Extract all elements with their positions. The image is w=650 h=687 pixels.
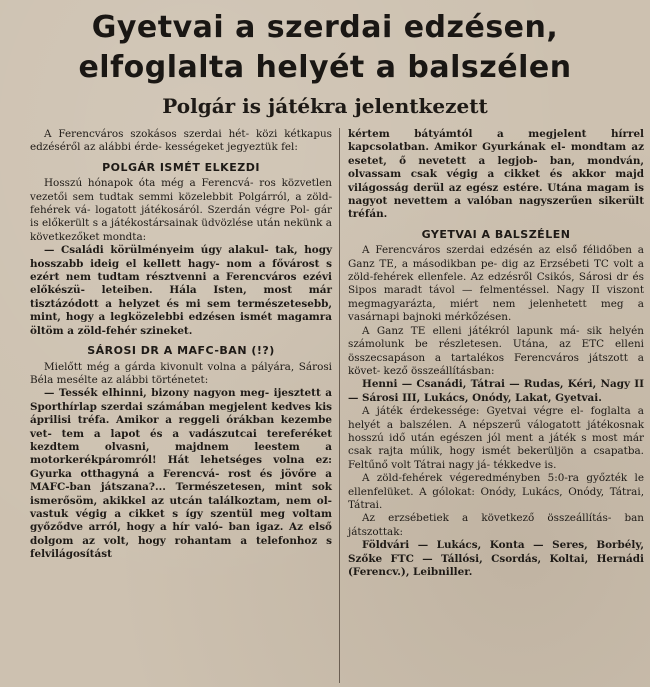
gyetvai-paragraph-3: A játék érdekessége: Gyetvai végre el- foglalta a helyét a balszélen. A népszerű válogatott játékosnak hosszú idő után egészen jól ment a játék s most már csak rajta múlik, hogy ismét bekerüljön a csapatba. Feltűnő volt Tátrai nagy já- tékkedve is. (348, 405, 644, 471)
lineup-ferencvaros: Henni — Csanádi, Tátrai — Rudas, Kéri, Nagy II — Sárosi III, Lukács, Onódy, Lakat, Gyetvai. (348, 378, 644, 404)
subheadline: Polgár is játékra jelentkezett (162, 94, 488, 118)
headline-line-1: Gyetvai a szerdai edzésen, (91, 10, 559, 45)
gyetvai-paragraph-4: A zöld-fehérek végeredményben 5:0-ra győzték le ellenfelüket. A gólokat: Onódy, Lukács, Onódy, Tátrai, Tátrai. (348, 472, 644, 511)
section-title-gyetvai: GYETVAI A BALSZÉLEN (421, 227, 571, 241)
section-title-polgar: POLGÁR ISMÉT ELKEZDI (102, 160, 260, 174)
sarosi-quote: — Tessék elhinni, bizony nagyon meg- ijesztett a Sporthírlap szerdai számában megjelent kedves kis áprilisi tréfa. Amikor a reggeli órákban kezembe vet- tem a lapot és a vadászutcai tereferéket kezdtem olvasni, majdnem leestem a motorkerékpáromról! Hát lehetséges volna ez: Gyurka otthagyná a Ferencvá- rost és jövőre a MAFC-ban játszana?... Természetesen, mint sok ismerősöm, akikkel az utcán találkoztam, nem ol- vastuk végig a cikket s így szentül meg voltam győződve arról, hogy a hír való- ban igaz. Az első dolgom az volt, hogy rohantam a telefonhoz s felvilágosítást (30, 387, 332, 561)
gyetvai-paragraph-1: A Ferencváros szerdai edzésén az első félidőben a Ganz TE, a másodikban pe- dig az Erzsébeti TC volt a zöld-fehérek ellenfele. Az edzésről Csikós, Sárosi dr és Sipos maradt távol — felmentéssel. Nagy II viszont megmagyarázta, miért nem jelenhetett meg a vasárnapi bajnoki mérkőzésen. (348, 244, 644, 324)
polgar-paragraph: Hosszú hónapok óta még a Ferencvá- ros közvetlen vezetői sem tudtak semmi közelebbit Polgárról, a zöld-fehérek vá- logatott játékosáról. Szerdán végre Pol- gár is előkerült s a játékostársainak üdvözlése után nekünk a következőket mondta: (30, 177, 332, 243)
intro-paragraph: A Ferencváros szokásos szerdai hét- közi kétkapus edzéséről az alábbi érde- kességeket jegyeztük fel: (30, 128, 332, 154)
column-divider (339, 128, 340, 683)
gyetvai-paragraph-5: Az erzsébetiek a következő összeállítás- ban játszottak: (348, 512, 644, 538)
sarosi-quote-continued: kértem bátyámtól a megjelent hírrel kapcsolatban. Amikor Gyurkának el- mondtam az esetet, ő nevetett a legjob- ban, mondván, olvassam csak végig a cikket és akkor majd világosság derül az egész estére. Utána magam is nagyot nevettem a valóban nagyszerűen sikerült tréfán. (348, 128, 644, 221)
gyetvai-paragraph-2: A Ganz TE elleni játékról lapunk má- sik helyén számolunk be részletesen. Utána, az ETC elleni összecsapáson a tartalékos Ferencváros játszott a követ- kező összeállításban: (348, 324, 644, 377)
sarosi-paragraph: Mielőtt még a gárda kivonult volna a pályára, Sárosi Béla mesélte az alábbi történetet: (30, 360, 332, 386)
section-title-sarosi: SÁROSI DR A MAFC-BAN (!?) (87, 344, 275, 358)
lineup-erzsebet: Földvári — Lukács, Konta — Seres, Borbély, Szőke FTC — Tállósi, Csordás, Koltai, Hernádi (Ferencv.), Leibniller. (348, 539, 644, 578)
left-column (30, 128, 332, 562)
headline-line-2: elfoglalta helyét a balszélen (78, 50, 572, 85)
polgar-quote: — Családi körülményeim úgy alakul- tak, hogy hosszabb ideig el kellett hagy- nom a fővárost s ezért nem tudtam résztvenni a Ferencváros ezévi előkészü- leteiben. Hála Isten, most már tisztázódott a helyzet és mi sem természetesebb, mint, hogy a legközelebbi edzésen ismét magamra öltöm a zöld-fehér szineket. (30, 244, 332, 337)
right-column (348, 128, 644, 579)
